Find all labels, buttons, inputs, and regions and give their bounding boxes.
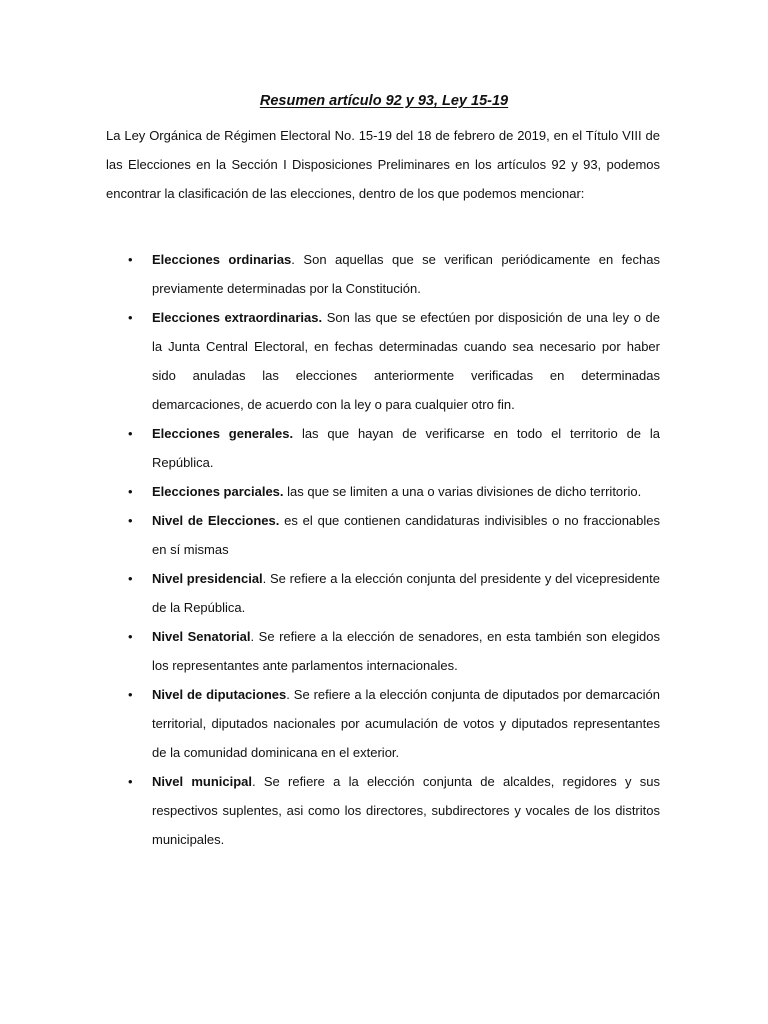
bullet-icon: • (128, 310, 133, 325)
list-item-term: Nivel municipal (152, 774, 252, 789)
intro-paragraph: La Ley Orgánica de Régimen Electoral No. 15-19 del 18 de febrero de 2019, en el Título VIII de las Elecciones en la Sección I Disposiciones Preliminares en los artículos 92 y 93, podemos encontrar la clasificación de las elecciones, dentro de los que podemos mencionar: (106, 128, 660, 201)
bullet-icon: • (128, 774, 133, 789)
list-item-nivel-presidencial (106, 564, 660, 622)
list-item-nivel-de-elecciones (106, 506, 660, 564)
list-item-elecciones-extraordinarias (106, 303, 660, 419)
bullet-icon: • (128, 426, 133, 441)
list-item-term: Nivel de Elecciones. (152, 513, 280, 528)
list-item-nivel-municipal (106, 767, 660, 854)
list-item-term: Elecciones parciales. (152, 484, 284, 499)
bullet-icon: • (128, 687, 133, 702)
list-item-term: Elecciones ordinarias (152, 252, 292, 267)
list-item-text: . Se refiere a la elección conjunta de diputados por demarcación territorial, diputados nacionales por acumulación de votos y diputados representantes de la comunidad dominicana en el exterior. (152, 687, 660, 760)
document-title: Resumen artículo 92 y 93, Ley 15-19 (259, 93, 509, 109)
elections-list (106, 245, 660, 854)
list-item-term: Nivel de diputaciones (152, 687, 287, 702)
bullet-icon: • (128, 252, 133, 267)
list-item-text: . Se refiere a la elección conjunta del presidente y del vicepresidente de la República. (152, 571, 660, 615)
list-item-term: Nivel Senatorial (152, 629, 251, 644)
list-item-text: es el que contienen candidaturas indivisibles o no fraccionables en sí mismas (152, 513, 660, 557)
bullet-icon: • (128, 513, 133, 528)
bullet-icon: • (128, 629, 133, 644)
list-item-nivel-de-diputaciones (106, 680, 660, 767)
list-item-term: Elecciones generales. (152, 426, 294, 441)
list-item-term: Nivel presidencial (152, 571, 263, 586)
bullet-icon: • (128, 571, 133, 586)
list-item-elecciones-parciales (106, 477, 660, 506)
list-item-elecciones-generales (106, 419, 660, 477)
list-item-nivel-senatorial (106, 622, 660, 680)
list-item-text: . Son aquellas que se verifican periódicamente en fechas previamente determinadas por la Constitución. (152, 252, 660, 296)
list-item-text: . Se refiere a la elección de senadores, en esta también son elegidos los representantes ante parlamentos internacionales. (152, 629, 660, 673)
list-item-text: las que se limiten a una o varias divisiones de dicho territorio. (283, 484, 642, 499)
list-item-term: Elecciones extraordinarias. (152, 310, 323, 325)
list-item-text: . Se refiere a la elección conjunta de alcaldes, regidores y sus respectivos suplentes, asi como los directores, subdirectores y vocales de los distritos municipales. (152, 774, 660, 847)
list-item-text: Son las que se efectúen por disposición de una ley o de la Junta Central Electoral, en fechas determinadas cuando sea necesario por haber sido anuladas las elecciones anteriormente verificadas en determinadas demarcaciones, de acuerdo con la ley o para cualquier otro fin. (152, 310, 660, 412)
bullet-icon: • (128, 484, 133, 499)
list-item-elecciones-ordinarias (106, 245, 660, 303)
list-item-text: las que hayan de verificarse en todo el territorio de la República. (152, 426, 660, 470)
